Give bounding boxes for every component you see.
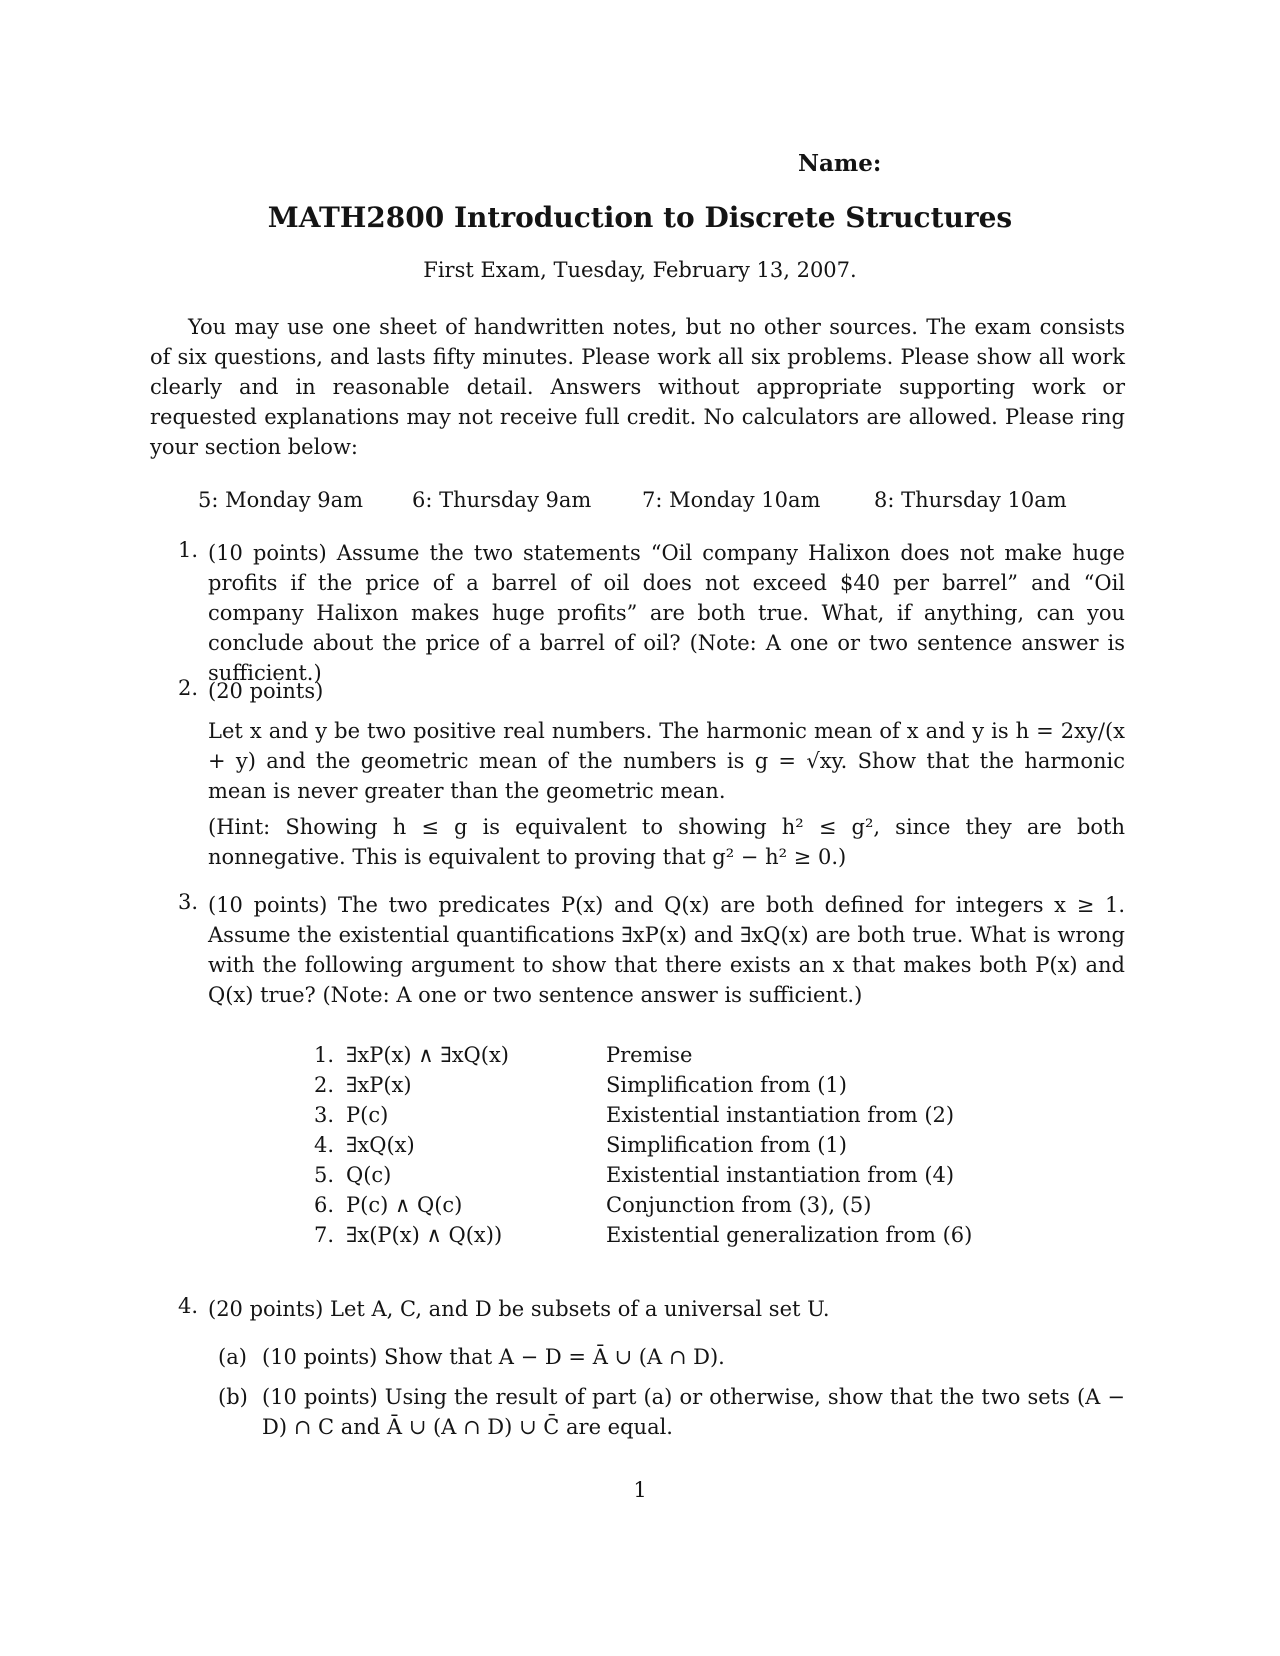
proof-reason: Simplification from (1) <box>606 1073 847 1097</box>
q3-number: 3. <box>178 890 199 914</box>
proof-table <box>308 1040 1028 1250</box>
section-6[interactable]: 6: Thursday 9am <box>412 488 592 512</box>
exam-title: MATH2800 Introduction to Discrete Structures <box>267 201 1013 234</box>
q4-number: 4. <box>178 1294 199 1318</box>
q2-number: 2. <box>178 676 199 700</box>
proof-row <box>308 1190 1028 1220</box>
page-number: 1 <box>633 1478 647 1502</box>
proof-reason: Existential generalization from (6) <box>606 1223 973 1247</box>
proof-step-number: 1. <box>313 1043 334 1067</box>
proof-step-number: 5. <box>313 1163 334 1187</box>
proof-reason: Existential instantiation from (2) <box>606 1103 955 1127</box>
proof-statement: ∃x(P(x) ∧ Q(x)) <box>346 1223 503 1247</box>
q1-text: (10 points) Assume the two statements “Oil company Halixon does not make huge profits if the price of a barrel of oil does not exceed $40 per barrel” and “Oil company Halixon makes huge profits” are both true. What, if anything, can you conclude about the price of a barrel of oil? (Note: A one or two sentence answer is sufficient.) <box>208 541 1125 685</box>
proof-step-number: 4. <box>313 1133 334 1157</box>
section-5[interactable]: 5: Monday 9am <box>198 488 364 512</box>
q2-hint: (Hint: Showing h ≤ g is equivalent to showing h² ≤ g², since they are both nonnegative. This is equivalent to proving that g² − h² ≥ 0.) <box>208 815 1125 869</box>
proof-statement: ∃xP(x) <box>346 1073 412 1097</box>
q4a-text: (10 points) Show that A − D = Ā ∪ (A ∩ D). <box>262 1345 725 1369</box>
q1-number: 1. <box>178 538 199 562</box>
section-8[interactable]: 8: Thursday 10am <box>874 488 1067 512</box>
proof-row <box>308 1130 1028 1160</box>
section-7[interactable]: 7: Monday 10am <box>642 488 821 512</box>
proof-statement: P(c) ∧ Q(c) <box>346 1193 463 1217</box>
proof-step-number: 6. <box>313 1193 334 1217</box>
q4-text: (20 points) Let A, C, and D be subsets of a universal set U. <box>208 1297 830 1321</box>
proof-reason: Simplification from (1) <box>606 1133 847 1157</box>
proof-reason: Conjunction from (3), (5) <box>606 1193 872 1217</box>
proof-reason: Existential instantiation from (4) <box>606 1163 955 1187</box>
proof-row <box>308 1160 1028 1190</box>
proof-row <box>308 1220 1028 1250</box>
proof-row <box>308 1070 1028 1100</box>
proof-row <box>308 1040 1028 1070</box>
proof-step-number: 7. <box>313 1223 334 1247</box>
name-label: Name: <box>798 150 882 177</box>
proof-statement: P(c) <box>346 1103 389 1127</box>
q2-text: Let x and y be two positive real numbers. The harmonic mean of x and y is h = 2xy/(x + y) and the geometric mean of the numbers is g = √xy. Show that the harmonic mean is never greater than the geometric mean. <box>208 719 1125 803</box>
proof-statement: ∃xQ(x) <box>346 1133 415 1157</box>
proof-step-number: 3. <box>313 1103 334 1127</box>
q4b-label: (b) <box>218 1385 248 1409</box>
exam-subtitle: First Exam, Tuesday, February 13, 2007. <box>423 258 857 282</box>
proof-reason: Premise <box>606 1043 693 1067</box>
proof-step-number: 2. <box>313 1073 334 1097</box>
q4a-label: (a) <box>218 1345 247 1369</box>
instructions: You may use one sheet of handwritten notes, but no other sources. The exam consists of six questions, and lasts fifty minutes. Please work all six problems. Please show all work clearly and in reasonable detail. Answers without appropriate supporting work or requested explanations may not receive full credit. No calculators are allowed. Please ring your section below: <box>150 315 1125 459</box>
q4b-text: (10 points) Using the result of part (a) or otherwise, show that the two sets (A − D) ∩ C and Ā ∪ (A ∩ D) ∪ C̄ are equal. <box>262 1385 1125 1439</box>
q2-points: (20 points) <box>208 679 324 703</box>
proof-statement: ∃xP(x) ∧ ∃xQ(x) <box>346 1043 509 1067</box>
q3-text: (10 points) The two predicates P(x) and Q(x) are both defined for integers x ≥ 1. Assume the existential quantifications ∃xP(x) and ∃xQ(x) are both true. What is wrong with the following argument to show that there exists an x that makes both P(x) and Q(x) true? (Note: A one or two sentence answer is sufficient.) <box>208 893 1125 1007</box>
proof-statement: Q(c) <box>346 1163 392 1187</box>
proof-row <box>308 1100 1028 1130</box>
